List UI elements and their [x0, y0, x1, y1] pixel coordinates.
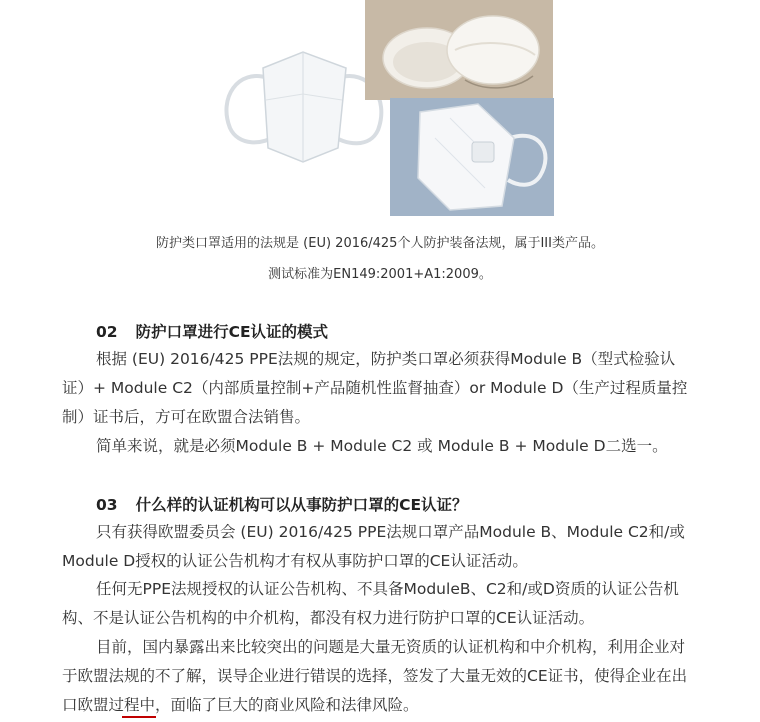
paragraph-ce-modules [62, 345, 744, 432]
paragraph-line: 目前，国内暴露出来比较突出的问题是大量无资质的认证机构和中介机构，利用企业对 [96, 638, 686, 656]
mask-photo-collage [208, 0, 554, 216]
paragraph-authorized-bodies [62, 518, 744, 576]
paragraph-line: 只有获得欧盟委员会 (EU) 2016/425 PPE法规口罩产品Module B、Module C2和/或 [96, 523, 685, 541]
text-selection-underline [122, 716, 156, 718]
paragraph-line: 证）+ Module C2（内部质量控制+产品随机性监督抽查）or Module D（生产过程质量控 [62, 379, 688, 397]
test-standard-caption: 测试标准为EN149:2001+A1:2009。 [268, 267, 492, 282]
paragraph-summary [62, 432, 744, 461]
paragraph-line: 于欧盟法规的不了解，误导企业进行错误的选择，签发了大量无效的CE证书，使得企业在出 [62, 667, 688, 685]
section-number: 03 [96, 496, 118, 514]
paragraph-line: 根据 (EU) 2016/425 PPE法规的规定，防护类口罩必须获得Module B（型式检验认 [96, 350, 676, 368]
paragraph-line: 构、不是认证公告机构的中介机构，都没有权力进行防护口罩的CE认证活动。 [62, 609, 595, 627]
paragraph-current-issues [62, 633, 744, 720]
paragraph-line: 任何无PPE法规授权的认证公告机构、不具备ModuleB、C2和/或D资质的认证公告机 [96, 580, 679, 598]
section-title: 什么样的认证机构可以从事防护口罩的CE认证？ [135, 496, 468, 514]
section-heading-03 [96, 493, 468, 515]
valve-mask-photo [390, 98, 554, 216]
paragraph-line: 口欧盟过程中，面临了巨大的商业风险和法律风险。 [62, 696, 419, 714]
section-heading-02 [96, 320, 328, 342]
image-caption: 防护类口罩适用的法规是 (EU) 2016/425个人防护装备法规，属于III类产品。 [156, 236, 604, 251]
paragraph-line: 简单来说，就是必须Module B + Module C2 或 Module B + Module D二选一。 [96, 437, 668, 455]
paragraph-unauthorized-bodies [62, 575, 744, 633]
section-title: 防护口罩进行CE认证的模式 [135, 323, 329, 341]
section-number: 02 [96, 323, 118, 341]
paragraph-line: 制）证书后，方可在欧盟合法销售。 [62, 408, 311, 426]
cup-mask-photo [365, 0, 553, 100]
paragraph-line: Module D授权的认证公告机构才有权从事防护口罩的CE认证活动。 [62, 552, 528, 570]
